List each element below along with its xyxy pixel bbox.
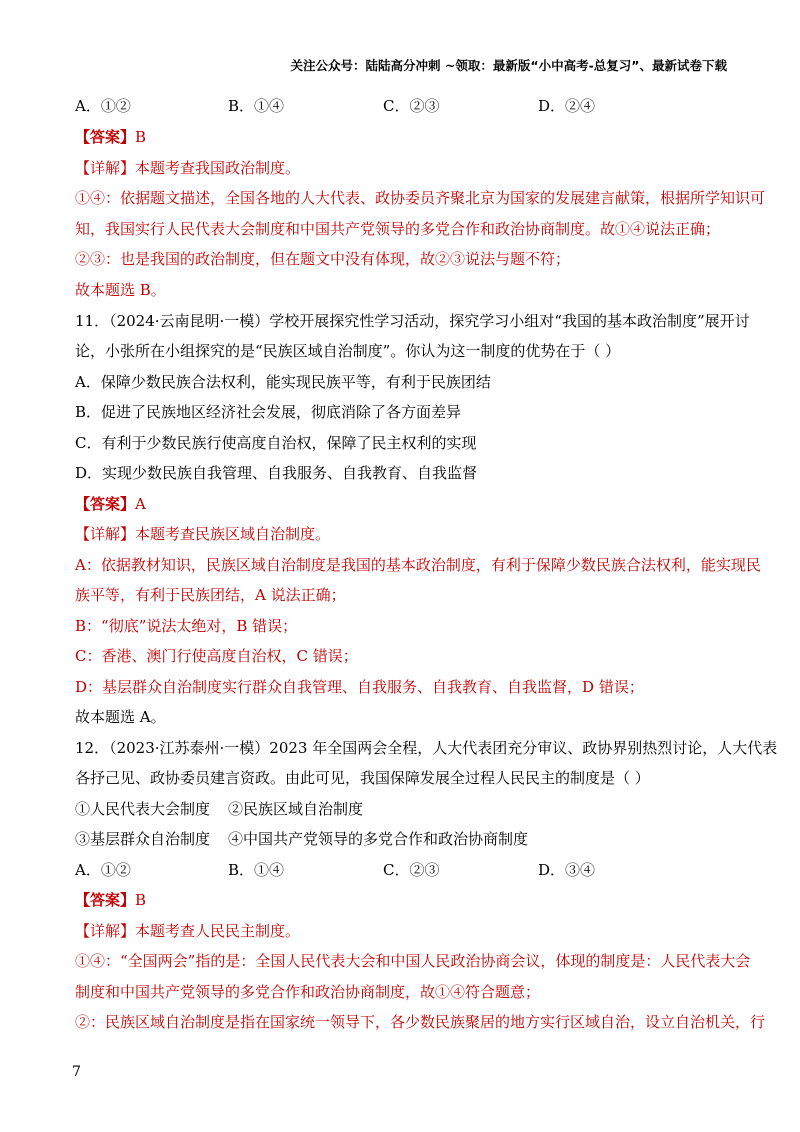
q11-option-d: D．实现少数民族自我管理、自我服务、自我教育、自我监督: [75, 464, 478, 482]
q10-explain-line: ②③：也是我国的政治制度，但在题文中没有体现，故②③说法与题不符；: [75, 250, 571, 268]
q10-explain-line: 【详解】本题考查我国政治制度。: [75, 159, 301, 177]
q12-item: ①人民代表大会制度: [75, 800, 211, 818]
q12-explain-line: ②：民族区域自治制度是指在国家统一领导下，各少数民族聚居的地方实行区域自治，设立自治机关，行: [75, 1013, 766, 1031]
q12-option-b: B．①④: [228, 861, 285, 879]
q11-explain-line: D：基层群众自治制度实行群众自我管理、自我服务、自我教育、自我监督，D 错误；: [75, 678, 644, 696]
q11-explain-line: B：“彻底”说法太绝对，B 错误；: [75, 617, 298, 635]
page-header: 关注公众号：陆陆高分冲刺 ~领取：最新版“小中高考-总复习”、最新试卷下载: [290, 58, 727, 73]
answer-value: A: [135, 495, 146, 513]
q11-option-b: B．促进了民族地区经济社会发展，彻底消除了各方面差异: [75, 403, 462, 421]
q10-answer: [75, 127, 146, 147]
q10-option-c: C．②③: [383, 97, 440, 115]
q11-option-c: C．有利于少数民族行使高度自治权，保障了民主权利的实现: [75, 434, 477, 452]
q11-option-a: A．保障少数民族合法权利，能实现民族平等，有利于民族团结: [75, 373, 491, 391]
answer-value: B: [135, 128, 147, 146]
q10-option-a: A．①②: [75, 97, 131, 115]
answer-tag: 【答案】: [75, 891, 136, 909]
q12-item: ③基层群众自治制度: [75, 830, 211, 848]
q11-explain-line: 族平等，有利于民族团结，A 说法正确；: [75, 586, 346, 604]
q10-option-b: B．①④: [228, 97, 285, 115]
q12-item: ④中国共产党领导的多党合作和政治协商制度: [228, 830, 529, 848]
q10-explain-line: 故本题选 B。: [75, 281, 166, 299]
q10-explain-line: 知，我国实行人民代表大会制度和中国共产党领导的多党合作和政治协商制度。故①④说法正确；: [75, 220, 721, 238]
q12-answer: [75, 890, 146, 910]
q11-answer: [75, 494, 146, 514]
q12-item: ②民族区域自治制度: [228, 800, 364, 818]
q11-stem-line: 11．（2024·云南昆明·一模）学校开展探究性学习活动，探究学习小组对“我国的基本政治制度”展开讨: [75, 312, 750, 330]
answer-tag: 【答案】: [75, 128, 136, 146]
q12-option-a: A．①②: [75, 861, 131, 879]
q10-option-d: D．②④: [538, 97, 596, 115]
q11-explain-line: A：依据教材知识，民族区域自治制度是我国的基本政治制度，有利于保障少数民族合法权利，能实现民: [75, 556, 761, 574]
answer-tag: 【答案】: [75, 495, 136, 513]
q11-explain-line: C：香港、澳门行使高度自治权，C 错误；: [75, 647, 358, 665]
q12-explain-line: ①④：“全国两会”指的是：全国人民代表大会和中国人民政治协商会议，体现的制度是：人民代表大会: [75, 952, 751, 970]
q12-explain-line: 制度和中国共产党领导的多党合作和政治协商制度，故①④符合题意；: [75, 983, 541, 1001]
q12-explain-line: 【详解】本题考查人民民主制度。: [75, 922, 301, 940]
q11-explain-line: 【详解】本题考查民族区域自治制度。: [75, 525, 331, 543]
page-number: 7: [72, 1064, 81, 1080]
answer-value: B: [135, 891, 147, 909]
q12-option-d: D．③④: [538, 861, 596, 879]
q10-explain-line: ①④：依据题文描述，全国各地的人大代表、政协委员齐聚北京为国家的发展建言献策，根据所学知识可: [75, 189, 766, 207]
q12-option-c: C．②③: [383, 861, 440, 879]
q11-conclusion: 故本题选 A。: [75, 708, 166, 726]
q12-stem-line: 各抒己见、政协委员建言资政。由此可见，我国保障发展全过程人民民主的制度是（ ）: [75, 769, 650, 787]
q12-stem-line: 12．（2023·江苏泰州·一模）2023 年全国两会全程，人大代表团充分审议、政协界别热烈讨论，人大代表: [75, 739, 778, 757]
q11-stem-line: 论，小张所在小组探究的是“民族区域自治制度”。你认为这一制度的优势在于（ ）: [75, 342, 621, 360]
